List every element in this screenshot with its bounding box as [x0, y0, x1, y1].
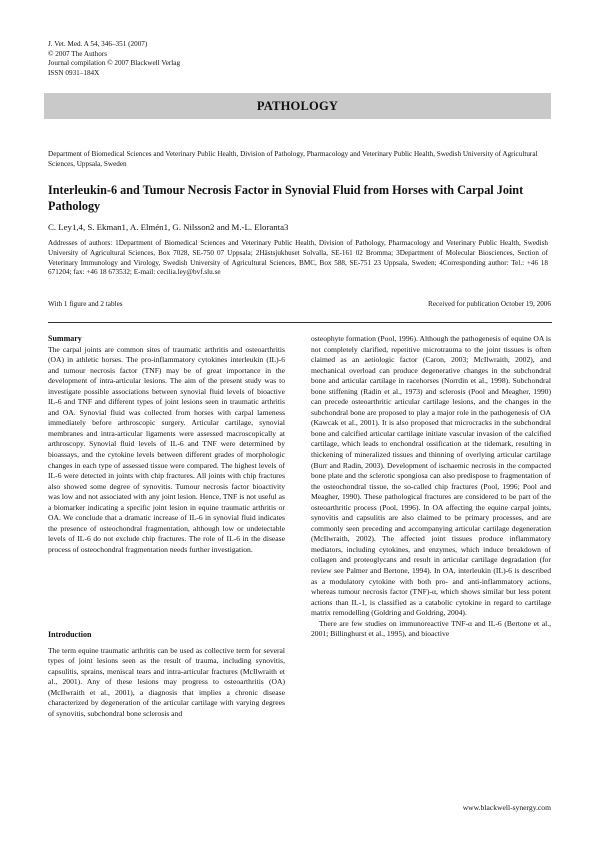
- received-date: Received for publication October 19, 2006: [428, 300, 551, 308]
- summary-heading: Summary: [48, 334, 82, 343]
- compilation-line: Journal compilation © 2007 Blackwell Verlag: [48, 59, 181, 68]
- journal-citation: J. Vet. Med. A 54, 346–351 (2007): [48, 40, 148, 48]
- footer-url[interactable]: www.blackwell-synergy.com: [462, 803, 551, 812]
- header-rule: [48, 322, 552, 323]
- author-addresses: Addresses of authors: 1Department of Biomedical Sciences and Veterinary Public Health, Division of Pathology, Pharmacology and Veterinary Public Health, Swedish University of Agricultural Sciences, Box 7028, SE-750 07 Uppsala; 2Hästsjukhuset Solvalla, SE-161 02 Bromma; 3Department of Molecular Biosciences, Section of Veterinary Immunology and Virology, Swedish University of Agricultural Sciences, BMC, Box 588, SE-751 23 Uppsala, Sweden; 4Corresponding author: Tel.: +46 18 671204; fax: +46 18 673532; E-mail: cecilia.ley@bvf.slu.se: [48, 239, 548, 277]
- section-title: PATHOLOGY: [256, 99, 339, 113]
- journal-header: [48, 40, 180, 78]
- copyright-line: © 2007 The Authors: [48, 49, 108, 58]
- right-column: [311, 334, 551, 640]
- body-paragraph: osteophyte formation (Pool, 1996). Although the pathogenesis of equine OA is not completely clarified, repetitive microtrauma to the joint tissues is often claimed as an aetiologic factor (Caron, 2003; McIlwraith, 2002), and mechanical overload can produce degenerative changes in the subchondral bone and articular cartilage in racehorses (Norrdin et al., 1998). Subchondral bone stiffening (Radin et al., 1973) and sclerosis (Pool and Meagher, 1990) can precede osteoarthritic articular cartilage lesions, and the changes in the subchondral bone are proposed to play a major role in the pathogenesis of OA (Kawcak et al., 2001). It is also proposed that microcracks in the subchondral bone and calcified articular cartilage initiate vascular invasion of the calcified cartilage, which leads to enchondral ossification at the tidemark, resulting in thickening of mineralized tissues and thinning of overlying articular cartilage (Burr and Radin, 2003). Development of ischaemic necrosis in the compacted bone plate and the sclerotic spongiosa can also predispose to fragmentation of the osteochondral tissue, the so-called chip fractures (Pool, 1996; Pool and Meagher, 1990). These pathological fractures are considered to be part of the osteoarthritic process (Pool, 1996). In OA affecting the equine carpal joints, synovitis and capsulitis are also claimed to be primary processes, and are commonly seen preceding and accompanying articular cartilage degeneration (McIlwraith, 2002). The affected joint tissues produce inflammatory mediators, including cytokines, and enzymes, which induce breakdown of collagen and proteoglycans and result in articular cartilage degradation (for review see Palmer and Bertone, 1994). In OA, interleukin (IL)-6 is described as a modulatory cytokine with both pro- and anti-inflammatory actions, whereas tumour necrosis factor (TNF)-α, which shows similar but less potent actions than IL-1, is classified as a catabolic cytokine in regard to cartilage matrix remodelling (Goldring and Goldring, 2004).: [311, 334, 551, 618]
- author-list: C. Ley1,4, S. Ekman1, A. Elmén1, G. Nilsson2 and M.-L. Eloranta3: [48, 222, 289, 232]
- body-paragraph-2: There are few studies on immunoreactive TNF-α and IL-6 (Bertone et al., 2001; Billinghurst et al., 1995), and bioactive: [311, 618, 551, 639]
- figures-tables-note: With 1 figure and 2 tables: [48, 300, 123, 308]
- introduction-section: [48, 630, 285, 719]
- summary-text: The carpal joints are common sites of traumatic arthritis and osteoarthritis (OA) in athletic horses. The pro-inflammatory cytokines interleukin (IL)-6 and tumour necrosis factor (TNF) may be of great importance in the development of intra-articular lesions. The aim of the present study was to investigate possible associations between synovial fluid levels of bioactive IL-6 and TNF and different types of joint lesions seen in traumatic arthritis and OA. Synovial fluid was collected from horses with carpal lameness immediately before arthroscopic surgery. Articular cartilage, synovial membranes and intra-articular ligaments were assessed macroscopically at arthroscopy. Synovial fluid levels of IL-6 and TNF were determined by bioassays, and the cytokine levels between different grades of morphologic changes in each type of assessed tissue were compared. The highest levels of IL-6 were detected in joints with chip fractures. All joints with chip fractures also showed some degree of synovitis. Tumour necrosis factor bioactivity was low and not associated with any joint lesion. Hence, TNF is not useful as a biomarker indicating a specific joint lesion in equine traumatic arthritis or OA. We conclude that a dramatic increase of IL-6 in synovial fluid indicates the presence of osteochondral fragmentation, although low or undetectable levels of IL-6 do not exclude chip fractures. The role of IL-6 in the disease process of osteochondral fragmentation needs further investigation.: [48, 344, 285, 554]
- introduction-text: The term equine traumatic arthritis can be used as collective term for several types of joint lesions seen as the result of trauma, including synovitis, capsulitis, sprains, meniscal tears and intra-articular fractures (McIlwraith et al., 2001). Any of these lesions may progress to osteoarthritis (OA) (McIlwraith et al., 2001), a diagnosis that implies a chronic disease characterized by degeneration of the articular cartilage with varying degrees of synovitis, subchondral bone sclerosis and: [48, 645, 285, 718]
- issn-line: ISSN 0931–184X: [48, 68, 100, 77]
- department-line: Department of Biomedical Sciences and Veterinary Public Health, Division of Pathology, Pharmacology and Veterinary Public Health, Swedish University of Agricultural Sciences, Uppsala, Sweden: [48, 150, 538, 168]
- article-title: Interleukin-6 and Tumour Necrosis Factor in Synovial Fluid from Horses with Carpal Joint Pathology: [48, 183, 524, 213]
- summary-section: [48, 334, 285, 555]
- introduction-heading: Introduction: [48, 630, 92, 639]
